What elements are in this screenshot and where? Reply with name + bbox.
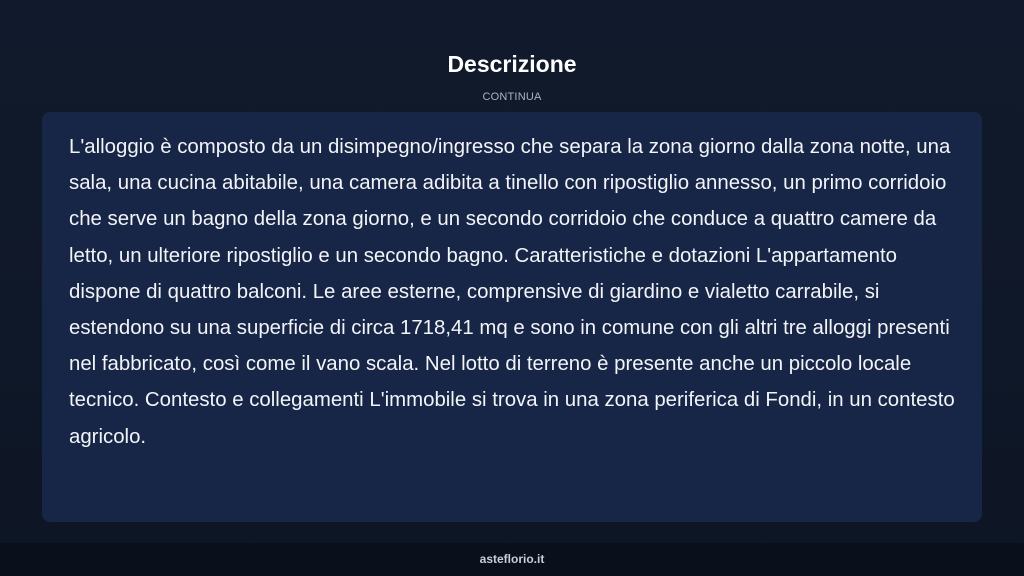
footer-bar	[0, 543, 1024, 576]
continue-label: CONTINUA	[482, 91, 542, 103]
page-title: Descrizione	[447, 51, 577, 77]
description-text: L'alloggio è composto da un disimpegno/ingresso che separa la zona giorno dalla zona notte, una sala, una cucina abitabile, una camera adibita a tinello con ripostiglio annesso, un primo corridoio che serve un bagno della zona giorno, e un secondo corridoio che conduce a quattro camere da letto, un ulteriore ripostiglio e un secondo bagno. Caratteristiche e dotazioni L'appartamento dispone di quattro balconi. Le aree esterne, comprensive di giardino e vialetto carrabile, si estendono su una superficie di circa 1718,41 mq e sono in comune con gli altri tre alloggi presenti nel fabbricato, così come il vano scala. Nel lotto di terreno è presente anche un piccolo locale tecnico. Contesto e collegamenti L'immobile si trova in una zona periferica di Fondi, in un contesto agricolo.	[69, 136, 955, 448]
footer-site-name: asteflorio.it	[479, 552, 545, 566]
description-card	[42, 112, 982, 522]
